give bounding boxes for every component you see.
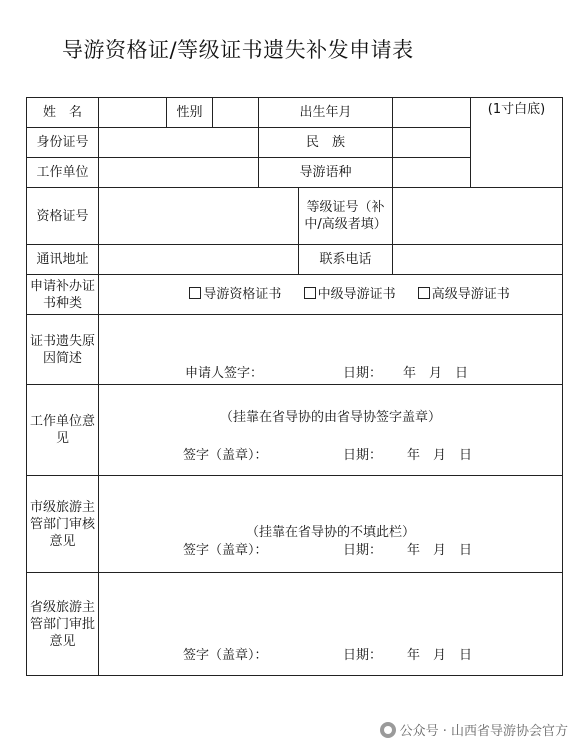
checkbox-icon[interactable] [304,287,316,299]
watermark-text: 公众号 · 山西省导游协会官方 [399,724,568,739]
option-senior[interactable]: 高级导游证书 [418,286,510,303]
level-cert-label: 等级证号（补中/高级者填） [299,188,393,245]
photo-box [471,98,563,188]
ethnicity-field[interactable] [393,128,471,158]
address-label: 通讯地址 [27,245,99,275]
date-ymd: 年 月 日 [403,366,469,381]
date-label: 日期： [343,543,383,558]
address-field[interactable] [99,245,299,275]
form-title: 导游资格证/等级证书遗失补发申请表 [62,38,414,62]
unit-opinion-label: 工作单位意 见 [27,385,99,476]
workplace-label: 工作单位 [27,158,99,188]
applicant-sign-label: 申请人签字： [185,366,264,381]
workplace-field[interactable] [99,158,259,188]
province-opinion-field[interactable] [99,573,563,676]
province-opinion-label: 省级旅游主管部门审批意见 [27,573,99,676]
date-label: 日期： [343,448,383,463]
ethnicity-label: 民 族 [259,128,393,158]
option-intermediate[interactable]: 中级导游证书 [304,286,396,303]
reason-label: 证书遗失原因简述 [27,315,99,385]
birth-field[interactable] [393,98,471,128]
checkbox-icon[interactable] [189,287,201,299]
id-card-field[interactable] [99,128,259,158]
city-opinion-field[interactable] [99,476,563,573]
seal-sign-label: 签字（盖章）： [183,448,268,463]
unit-opinion-field[interactable] [99,385,563,476]
cert-type-label: 申请补办证书种类 [27,275,99,315]
reason-field[interactable] [99,315,563,385]
birth-label: 出生年月 [259,98,393,128]
city-opinion-label: 市级旅游主管部门审核意见 [27,476,99,573]
date-ymd: 年 月 日 [407,448,473,463]
seal-sign-label: 签字（盖章）： [183,543,268,558]
phone-field[interactable] [393,245,563,275]
id-card-label: 身份证号 [27,128,99,158]
date-ymd: 年 月 日 [407,543,473,558]
gender-label: 性别 [167,98,213,128]
date-ymd: 年 月 日 [407,648,473,663]
cert-type-options [99,275,563,315]
phone-label: 联系电话 [299,245,393,275]
date-label: 日期： [343,648,383,663]
application-form-table [26,97,563,676]
option-qualification[interactable]: 导游资格证书 [189,286,281,303]
photo-label: (1寸白底) [487,102,546,117]
wechat-official-account-icon [380,722,396,738]
language-label: 导游语种 [259,158,393,188]
watermark [380,720,568,739]
name-field[interactable] [99,98,167,128]
level-cert-field[interactable] [393,188,563,245]
unit-note: （挂靠在省导协的由省导协签字盖章） [220,410,442,425]
language-field[interactable] [393,158,471,188]
name-label: 姓 名 [27,98,99,128]
date-label: 日期： [343,366,383,381]
city-note: （挂靠在省导协的不填此栏） [246,525,416,540]
cert-no-label: 资格证号 [27,188,99,245]
seal-sign-label: 签字（盖章）： [183,648,268,663]
gender-field[interactable] [213,98,259,128]
cert-no-field[interactable] [99,188,299,245]
checkbox-icon[interactable] [418,287,430,299]
